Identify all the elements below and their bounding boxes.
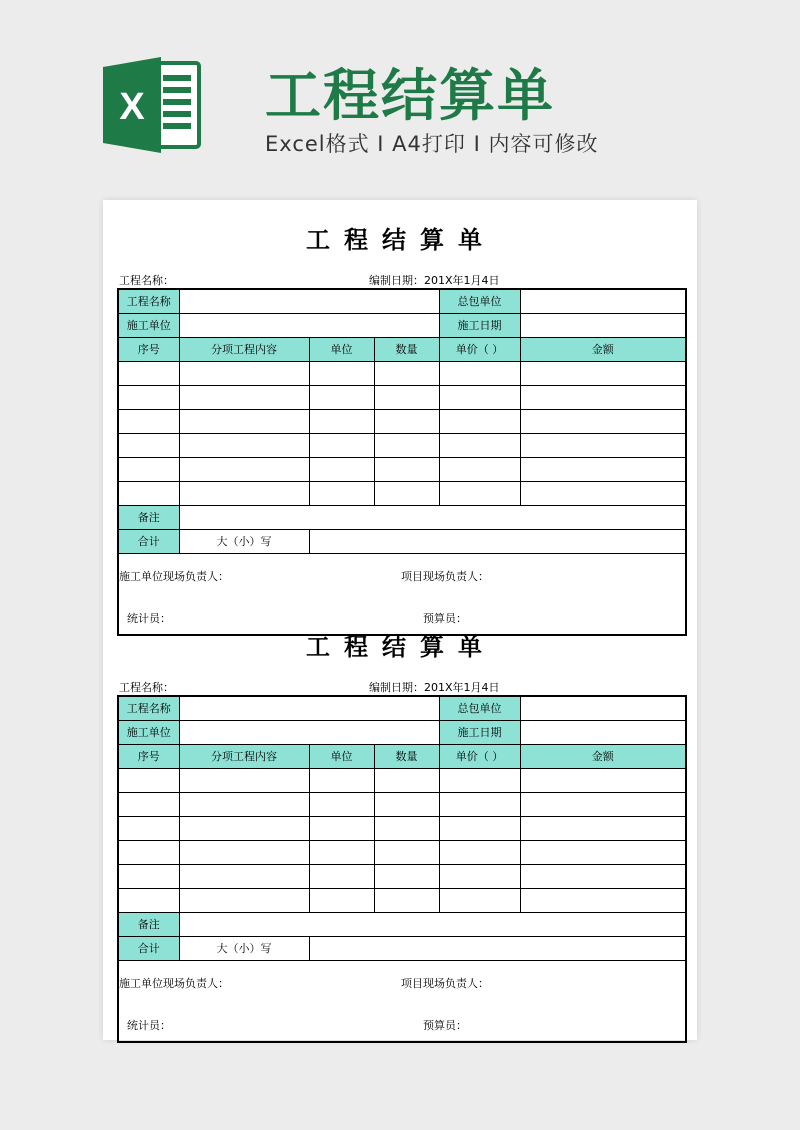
cell[interactable]: [439, 385, 520, 409]
cell[interactable]: [179, 792, 309, 816]
total-row: [118, 529, 686, 553]
cell[interactable]: [179, 888, 309, 912]
settlement-form-2: [117, 621, 685, 1031]
page-header: [0, 0, 800, 200]
table-row: [118, 433, 686, 457]
project-name-cell-label: 工程名称: [118, 289, 179, 313]
cell[interactable]: [118, 792, 179, 816]
total-value[interactable]: [309, 936, 686, 960]
cell[interactable]: [439, 457, 520, 481]
cell[interactable]: [374, 385, 439, 409]
project-name-value[interactable]: [179, 696, 439, 720]
site-manager-label: 施工单位现场负责人：: [119, 976, 229, 990]
cell[interactable]: [179, 481, 309, 505]
settlement-table: [117, 695, 687, 1043]
document-sheet: [103, 200, 697, 1040]
project-manager-label: 项目现场负责人：: [401, 976, 489, 990]
cell[interactable]: [179, 409, 309, 433]
cell[interactable]: [309, 888, 374, 912]
cell[interactable]: [309, 768, 374, 792]
cell[interactable]: [179, 768, 309, 792]
project-name-value[interactable]: [179, 289, 439, 313]
cell[interactable]: [439, 840, 520, 864]
cell[interactable]: [520, 792, 686, 816]
remarks-value[interactable]: [179, 912, 686, 936]
cell[interactable]: [374, 816, 439, 840]
cell[interactable]: [439, 768, 520, 792]
cell[interactable]: [309, 481, 374, 505]
cell[interactable]: [118, 864, 179, 888]
cell[interactable]: [520, 864, 686, 888]
project-name-cell-label: 工程名称: [118, 696, 179, 720]
cell[interactable]: [309, 385, 374, 409]
cell[interactable]: [520, 840, 686, 864]
cell[interactable]: [374, 457, 439, 481]
settlement-table: [117, 288, 687, 636]
settlement-form-1: [117, 214, 685, 624]
remarks-row: [118, 912, 686, 936]
cell[interactable]: [118, 840, 179, 864]
cell[interactable]: [374, 481, 439, 505]
total-label: 合计: [118, 936, 179, 960]
budgeter-label: 预算员：: [423, 611, 467, 625]
table-row: [118, 481, 686, 505]
construction-date-value[interactable]: [520, 720, 686, 744]
cell[interactable]: [520, 433, 686, 457]
general-contractor-value[interactable]: [520, 696, 686, 720]
column-header-row: [118, 337, 686, 361]
total-label: 合计: [118, 529, 179, 553]
cell[interactable]: [439, 864, 520, 888]
construction-unit-label: 施工单位: [118, 720, 179, 744]
cell[interactable]: [439, 816, 520, 840]
table-row: [118, 313, 686, 337]
remarks-value[interactable]: [179, 505, 686, 529]
cell[interactable]: [520, 816, 686, 840]
col-header-index: 序号: [118, 337, 179, 361]
cell[interactable]: [309, 409, 374, 433]
construction-date-label: 施工日期: [439, 720, 520, 744]
construction-date-value[interactable]: [520, 313, 686, 337]
cell[interactable]: [179, 864, 309, 888]
cell[interactable]: [118, 457, 179, 481]
table-row: [118, 840, 686, 864]
table-row: [118, 457, 686, 481]
cell[interactable]: [520, 385, 686, 409]
table-row: [118, 289, 686, 313]
cell[interactable]: [374, 433, 439, 457]
cell[interactable]: [439, 888, 520, 912]
general-contractor-label: 总包单位: [439, 696, 520, 720]
col-header-unit-price: 单价（ ）: [439, 337, 520, 361]
cell[interactable]: [179, 433, 309, 457]
col-header-amount: 金额: [520, 744, 686, 768]
col-header-unit: 单位: [309, 744, 374, 768]
cell[interactable]: [118, 385, 179, 409]
statistician-label: 统计员：: [127, 611, 171, 625]
amount-words-label: 大（小）写: [179, 529, 309, 553]
form-title: 工程结算单: [306, 226, 496, 254]
budgeter-label: 预算员：: [423, 1018, 467, 1032]
table-row: [118, 888, 686, 912]
col-header-index: 序号: [118, 744, 179, 768]
general-contractor-value[interactable]: [520, 289, 686, 313]
cell[interactable]: [520, 768, 686, 792]
total-value[interactable]: [309, 529, 686, 553]
project-name-label: 工程名称：: [119, 274, 174, 287]
col-header-quantity: 数量: [374, 337, 439, 361]
compile-date: 编制日期：201X年1月4日: [369, 274, 500, 287]
col-header-quantity: 数量: [374, 744, 439, 768]
cell[interactable]: [374, 768, 439, 792]
cell[interactable]: [520, 888, 686, 912]
construction-unit-value[interactable]: [179, 313, 439, 337]
table-row: [118, 768, 686, 792]
general-contractor-label: 总包单位: [439, 289, 520, 313]
cell[interactable]: [439, 433, 520, 457]
col-header-amount: 金额: [520, 337, 686, 361]
construction-unit-label: 施工单位: [118, 313, 179, 337]
cell[interactable]: [374, 888, 439, 912]
table-row: [118, 864, 686, 888]
cell[interactable]: [179, 457, 309, 481]
table-row: [118, 361, 686, 385]
total-row: [118, 936, 686, 960]
cell[interactable]: [374, 361, 439, 385]
cell[interactable]: [179, 385, 309, 409]
signature-area: [118, 960, 686, 1042]
table-row: [118, 792, 686, 816]
cell[interactable]: [309, 457, 374, 481]
cell[interactable]: [309, 864, 374, 888]
cell[interactable]: [520, 409, 686, 433]
cell[interactable]: [439, 792, 520, 816]
cell[interactable]: [374, 864, 439, 888]
cell[interactable]: [118, 768, 179, 792]
table-row: [118, 816, 686, 840]
cell[interactable]: [520, 481, 686, 505]
col-header-item: 分项工程内容: [179, 744, 309, 768]
cell[interactable]: [179, 816, 309, 840]
cell[interactable]: [118, 816, 179, 840]
signature-row: [118, 960, 686, 1042]
cell[interactable]: [118, 361, 179, 385]
column-header-row: [118, 744, 686, 768]
cell[interactable]: [374, 840, 439, 864]
project-manager-label: 项目现场负责人：: [401, 569, 489, 583]
table-row: [118, 696, 686, 720]
cell[interactable]: [439, 409, 520, 433]
cell[interactable]: [179, 361, 309, 385]
logo-letter: X: [119, 86, 145, 128]
col-header-item: 分项工程内容: [179, 337, 309, 361]
excel-logo-icon: [103, 55, 203, 155]
construction-date-label: 施工日期: [439, 313, 520, 337]
cell[interactable]: [309, 792, 374, 816]
remarks-row: [118, 505, 686, 529]
statistician-label: 统计员：: [127, 1018, 171, 1032]
cell[interactable]: [374, 792, 439, 816]
col-header-unit-price: 单价（ ）: [439, 744, 520, 768]
cell[interactable]: [118, 888, 179, 912]
page-subtitle: Excel格式 I A4打印 I 内容可修改: [265, 132, 599, 156]
compile-date: 编制日期：201X年1月4日: [369, 681, 500, 694]
remarks-label: 备注: [118, 505, 179, 529]
construction-unit-value[interactable]: [179, 720, 439, 744]
site-manager-label: 施工单位现场负责人：: [119, 569, 229, 583]
cell[interactable]: [439, 481, 520, 505]
form-title: 工程结算单: [306, 633, 496, 661]
col-header-unit: 单位: [309, 337, 374, 361]
project-name-label: 工程名称：: [119, 681, 174, 694]
cell[interactable]: [520, 457, 686, 481]
cell[interactable]: [309, 361, 374, 385]
cell[interactable]: [439, 361, 520, 385]
cell[interactable]: [118, 433, 179, 457]
amount-words-label: 大（小）写: [179, 936, 309, 960]
cell[interactable]: [309, 816, 374, 840]
cell[interactable]: [118, 481, 179, 505]
remarks-label: 备注: [118, 912, 179, 936]
table-row: [118, 385, 686, 409]
cell[interactable]: [309, 840, 374, 864]
cell[interactable]: [118, 409, 179, 433]
cell[interactable]: [179, 840, 309, 864]
page-title: 工程结算单: [265, 64, 555, 129]
cell[interactable]: [309, 433, 374, 457]
table-row: [118, 720, 686, 744]
table-row: [118, 409, 686, 433]
cell[interactable]: [374, 409, 439, 433]
cell[interactable]: [520, 361, 686, 385]
